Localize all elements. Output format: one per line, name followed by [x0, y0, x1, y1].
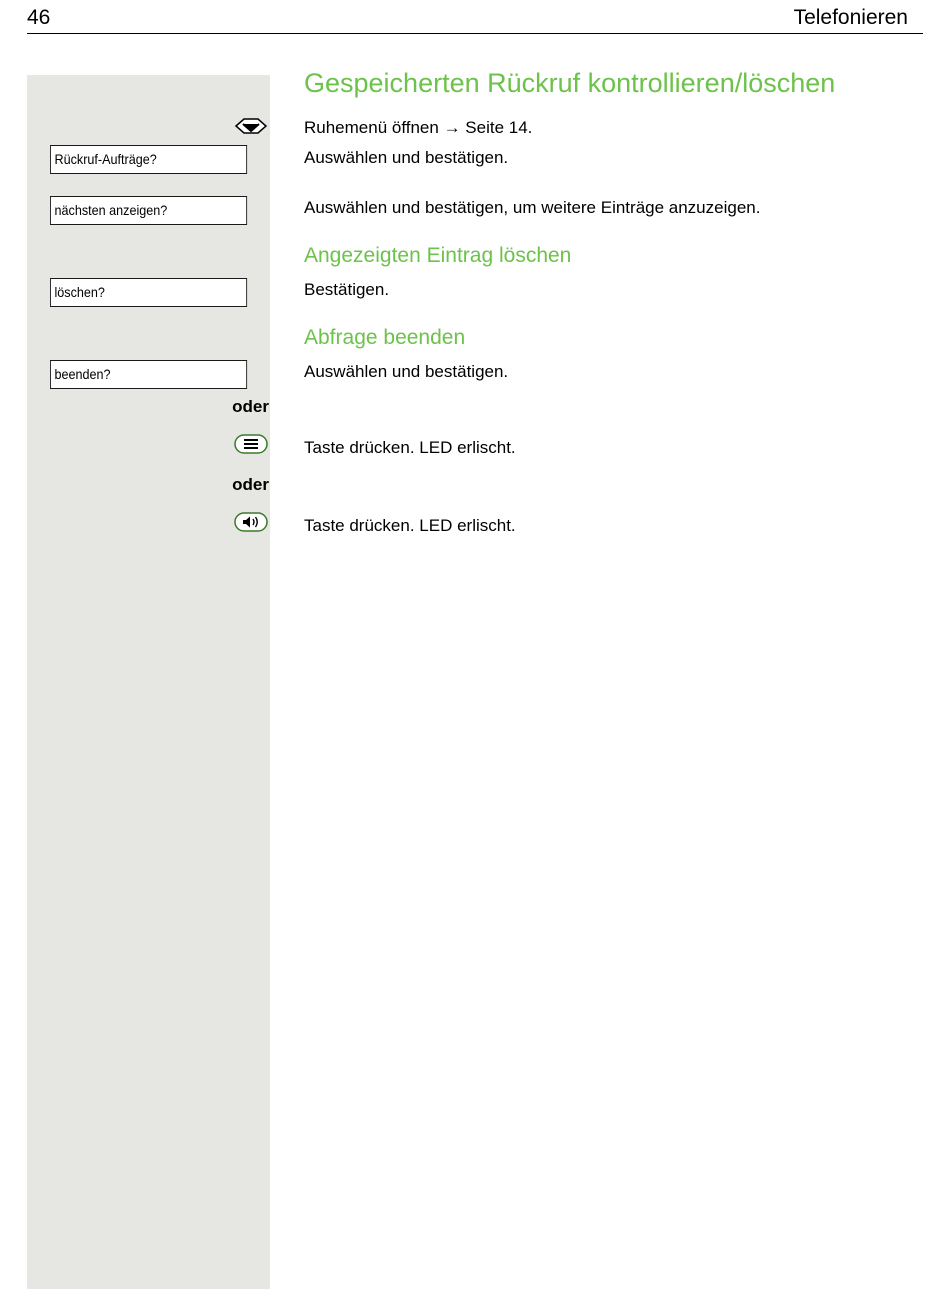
delete-heading: Angezeigten Eintrag löschen [304, 244, 572, 267]
page-number: 46 [27, 6, 51, 29]
end-heading: Abfrage beenden [304, 326, 466, 349]
delete-text: Bestätigen. [304, 280, 390, 299]
end-menu-item[interactable]: beenden? [50, 360, 247, 389]
menu-key-icon[interactable] [234, 434, 268, 454]
delete-menu-item[interactable]: löschen? [50, 278, 247, 307]
next-entry-text: Auswählen und bestätigen, um weitere Einträge anzuzeigen. [304, 198, 761, 217]
navigator-key-icon [234, 116, 268, 136]
or-label: oder [232, 475, 269, 494]
callback-orders-text: Auswählen und bestätigen. [304, 148, 509, 167]
speaker-key-text: Taste drücken. LED erlischt. [304, 516, 516, 535]
open-menu-text: Ruhemenü öffnen → Seite 14. [304, 118, 533, 137]
menu-key-text: Taste drücken. LED erlischt. [304, 438, 516, 457]
or-label: oder [232, 397, 269, 416]
speaker-key-icon[interactable] [234, 512, 268, 532]
page-title: Gespeicherten Rückruf kontrollieren/löschen [304, 68, 836, 98]
callback-orders-menu-item[interactable]: Rückruf-Aufträge? [50, 145, 247, 174]
header-divider [27, 33, 923, 34]
section-title: Telefonieren [793, 6, 908, 29]
end-text: Auswählen und bestätigen. [304, 362, 509, 381]
side-panel [27, 75, 270, 1289]
next-entry-menu-item[interactable]: nächsten anzeigen? [50, 196, 247, 225]
